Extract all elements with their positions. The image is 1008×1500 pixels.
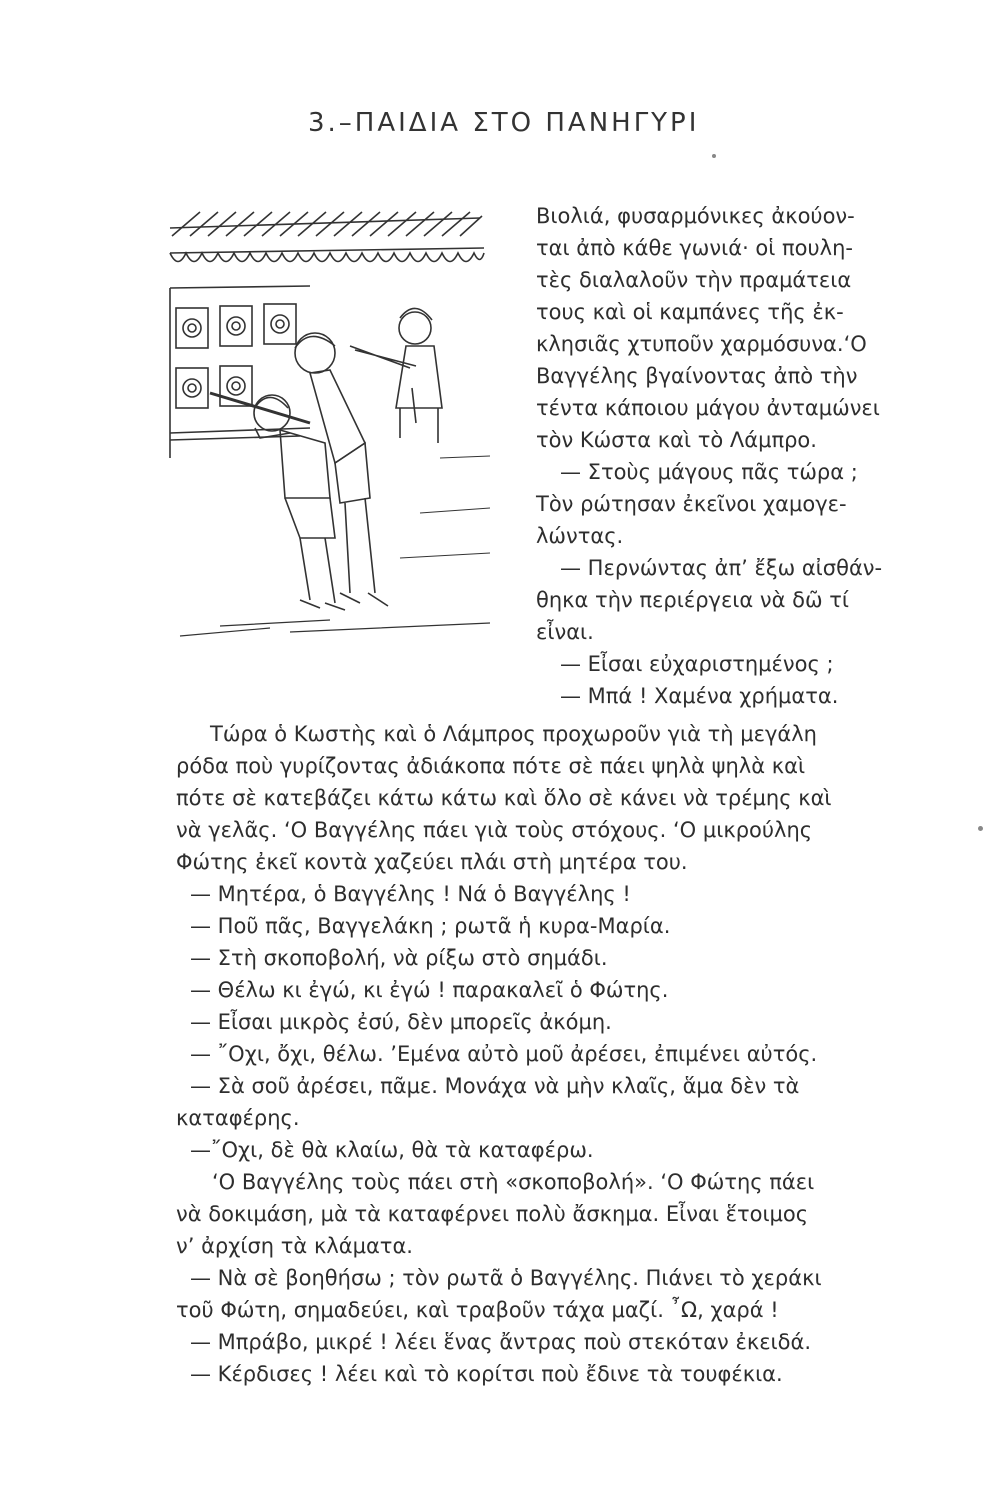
chapter-title: 3.–ΠΑΙΔΙΑ ΣΤΟ ΠΑΝΗΓΥΡΙ bbox=[308, 108, 700, 138]
side-line: — Μπά ! Χαμένα χρήματα. bbox=[560, 684, 839, 708]
side-line: — Περνώντας ἀπ’ ἔξω αἰσθάν- bbox=[560, 556, 883, 580]
side-line: κλησιᾶς χτυποῦν χαρμόσυνα.‘Ο bbox=[536, 332, 867, 356]
boy-older-figure bbox=[295, 333, 388, 606]
side-line: — Εἶσαι εὐχαριστημένος ; bbox=[560, 652, 834, 676]
body-line: — Στὴ σκοποβολή, νὰ ρίξω στὸ σημάδι. bbox=[190, 946, 608, 970]
body-line: ν’ ἀρχίση τὰ κλάματα. bbox=[176, 1234, 413, 1258]
body-line: — ῎Οχι, ὄχι, θέλω. ’Εμένα αὐτὸ μοῦ ἀρέσει, ἐπιμένει αὐτός. bbox=[190, 1042, 818, 1066]
body-line: Φώτης ἐκεῖ κοντὰ χαζεύει πλάι στὴ μητέρα του. bbox=[176, 850, 688, 874]
body-line: ρόδα ποὺ γυρίζοντας ἀδιάκοπα πότε σὲ πάει ψηλὰ ψηλὰ καὶ bbox=[176, 754, 806, 778]
side-line: Βαγγέλης βγαίνοντας ἀπὸ τὴν bbox=[536, 364, 858, 388]
scan-speck bbox=[978, 826, 983, 831]
side-line: λώντας. bbox=[536, 524, 624, 548]
scan-speck bbox=[712, 154, 716, 158]
girl-figure bbox=[350, 308, 442, 443]
body-line: — Μπράβο, μικρέ ! λέει ἕνας ἄντρας ποὺ στεκόταν ἐκειδά. bbox=[190, 1330, 812, 1354]
side-line: τέντα κάποιου μάγου ἀνταμώνει bbox=[536, 396, 880, 420]
body-line: νὰ γελᾶς. ‘Ο Βαγγέλης πάει γιὰ τοὺς στόχους. ‘Ο μικρούλης bbox=[176, 818, 813, 842]
side-line: ται ἀπὸ κάθε γωνιά· οἱ πουλη- bbox=[536, 236, 853, 260]
side-line: — Στοὺς μάγους πᾶς τώρα ; bbox=[560, 460, 858, 484]
body-line: —῎Οχι, δὲ θὰ κλαίω, θὰ τὰ καταφέρω. bbox=[190, 1138, 594, 1162]
side-line: θηκα τὴν περιέργεια νὰ δῶ τί bbox=[536, 588, 850, 612]
body-line: νὰ δοκιμάση, μὰ τὰ καταφέρνει πολὺ ἄσκημα. Εἶναι ἕτοιμος bbox=[176, 1202, 809, 1226]
body-line: — Μητέρα, ὁ Βαγγέλης ! Νά ὁ Βαγγέλης ! bbox=[190, 882, 631, 906]
body-line: — Εἶσαι μικρὸς ἐσύ, δὲν μπορεῖς ἀκόμη. bbox=[190, 1010, 612, 1034]
side-line: τὸν Κώστα καὶ τὸ Λάμπρο. bbox=[536, 428, 817, 452]
side-line: τὲς διαλαλοῦν τὴν πραμάτεια bbox=[536, 268, 852, 292]
body-line: — Θέλω κι ἐγώ, κι ἐγώ ! παρακαλεῖ ὁ Φώτης. bbox=[190, 978, 669, 1002]
body-line: — Κέρδισες ! λέει καὶ τὸ κορίτσι ποὺ ἔδινε τὰ τουφέκια. bbox=[190, 1362, 783, 1386]
body-line: τοῦ Φώτη, σημαδεύει, καὶ τραβοῦν τάχα μαζί. ῏Ω, χαρά ! bbox=[176, 1298, 779, 1322]
body-line: — Σὰ σοῦ ἀρέσει, πᾶμε. Μονάχα νὰ μὴν κλαῖς, ἅμα δὲν τὰ bbox=[190, 1074, 800, 1098]
side-line: Βιολιά, φυσαρμόνικες ἀκούον- bbox=[536, 204, 855, 228]
side-line: Τὸν ρώτησαν ἐκεῖνοι χαμογε- bbox=[536, 492, 847, 516]
body-line: — Νὰ σὲ βοηθήσω ; τὸν ρωτᾶ ὁ Βαγγέλης. Πιάνει τὸ χεράκι bbox=[190, 1266, 822, 1290]
awning bbox=[170, 212, 484, 262]
shooting-gallery-illustration bbox=[160, 208, 490, 648]
body-line: — Ποῦ πᾶς, Βαγγελάκη ; ρωτᾶ ἡ κυρα-Μαρία. bbox=[190, 914, 671, 938]
body-line: Τώρα ὁ Κωστὴς καὶ ὁ Λάμπρος προχωροῦν γιὰ τὴ μεγάλη bbox=[210, 722, 817, 746]
body-line: ‘Ο Βαγγέλης τοὺς πάει στὴ «σκοποβολή». ‘Ο Φώτης πάει bbox=[212, 1170, 815, 1194]
side-line: εἶναι. bbox=[536, 620, 594, 644]
side-line: τους καὶ οἱ καμπάνες τῆς ἐκ- bbox=[536, 300, 844, 324]
body-line: πότε σὲ κατεβάζει κάτω κάτω καὶ ὅλο σὲ κάνει νὰ τρέμης καὶ bbox=[176, 786, 832, 810]
body-line: καταφέρης. bbox=[176, 1106, 300, 1130]
